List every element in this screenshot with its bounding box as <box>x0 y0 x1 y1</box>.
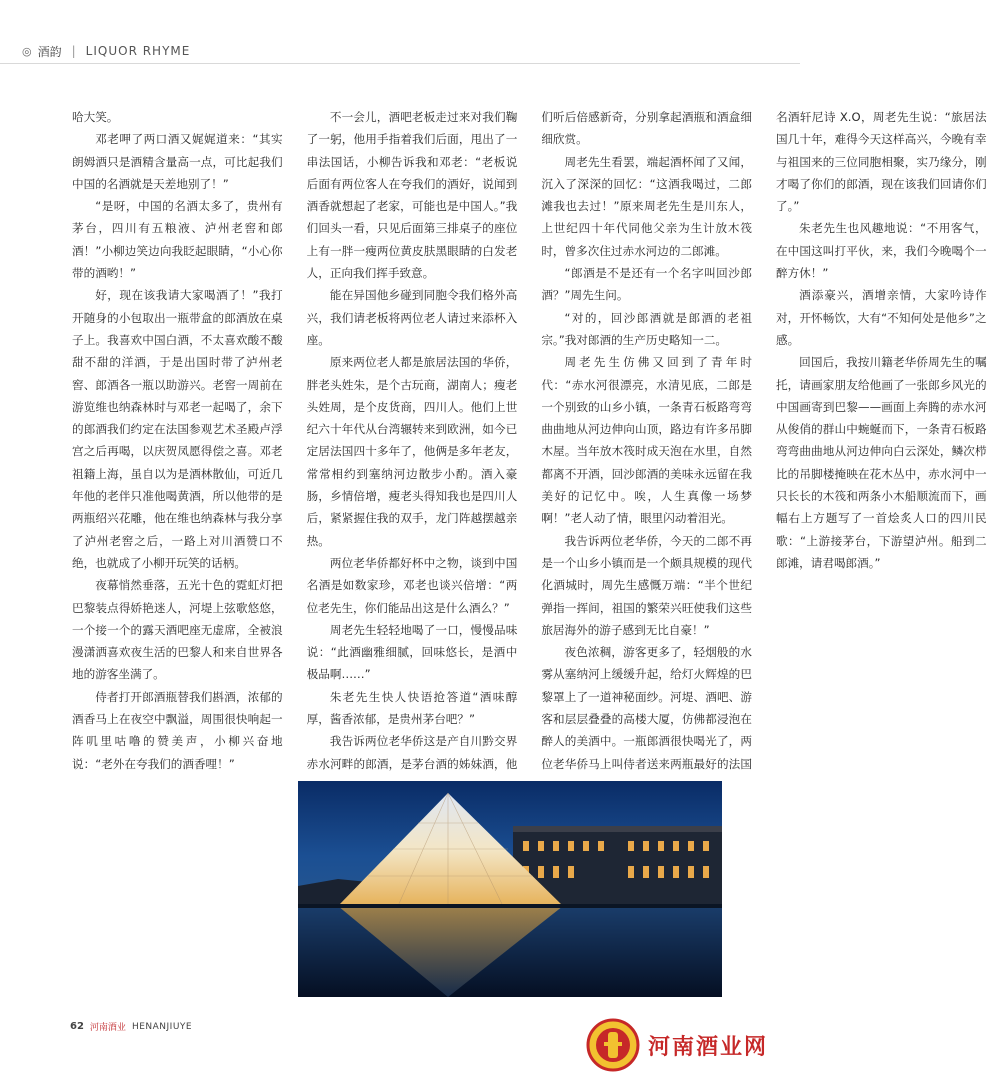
paragraph: “是呀，中国的名酒太多了，贵州有茅台，四川有五粮液、泸州老窖和郎酒！”小柳边笑边向我眨起眼睛，“小心你带的酒哟！” <box>72 199 283 281</box>
header-separator: | <box>71 44 76 58</box>
paragraph: 哈大笑。 <box>72 110 119 124</box>
paragraph: 周老先生看罢，端起酒杯闻了又闻，沉入了深深的回忆：“这酒我喝过，二郎滩我也去过！”原来周老先生是川东人，上世纪四十年代同他父亲为生计放木筏时，曾多次住过赤水河边的二郎滩。 <box>541 154 752 258</box>
paragraph: 我告诉两位老华侨这是产自川黔交界赤水河畔的郎酒，是茅台酒的姊妹酒，他们听后倍感新奇，分别拿起酒瓶和酒盒细细欣赏。 <box>306 110 752 771</box>
article-body <box>72 106 987 786</box>
paragraph: 朱老先生也风趣地说：“不用客气，在中国这叫打平伙，来，我们今晚喝个一醉方休！” <box>775 221 987 281</box>
magazine-name-en: HENANJIUYE <box>131 1021 193 1032</box>
paragraph: 朱老先生快人快语抢答道“酒味醇厚，酱香浓郁，是贵州茅台吧？” <box>306 689 518 727</box>
page-footer <box>70 1020 192 1033</box>
louvre-pyramid-illustration <box>298 781 722 997</box>
paragraph: 酒添豪兴，酒增亲情，大家吟诗作对，开怀畅饮，大有“不知何处是他乡”之感。 <box>775 288 987 347</box>
paragraph: 邓老呷了两口酒又娓娓道来：“其实朗姆酒只是酒精含量高一点，可比起我们中国的名酒就是天差地别了！” <box>72 132 283 191</box>
paragraph: 回国后，我按川籍老华侨周先生的嘱托，请画家朋友给他画了一张郎乡风光的中国画寄到巴黎——画面上奔腾的赤水河从俊俏的群山中蜿蜒而下，一条青石板路弯弯曲曲地从河边伸向白云深处，鳞次栉比的吊脚楼掩映在花木丛中，赤水河中一只长长的木筏和两条小木船顺流而下，画幅右上方题写了一首烩炙人口的四川民歌：“上游接茅台，下游望泸州。船到二郎滩，请君喝郎酒。” <box>775 355 987 570</box>
section-title-cn: 酒韵 <box>37 44 62 59</box>
paragraph: 两位老华侨都好杯中之物，谈到中国名酒是如数家珍，邓老也谈兴倍增：“两位老先生，你们能品出这是什么酒么？” <box>306 555 518 615</box>
paragraph: “对的，回沙郎酒就是郎酒的老祖宗。”我对郎酒的生产历史略知一二。 <box>541 310 752 347</box>
seal-logo-icon <box>586 1018 640 1072</box>
paragraph: 夜色浓稠，游客更多了，轻烟般的水雾从塞纳河上缓缓升起，给灯火辉煌的巴黎罩上了一道神秘面纱。河堤、酒吧、游客和层层叠叠的高楼大厦，仿佛都浸泡在醉人的美酒中。一瓶郎酒很快喝光了，两位老华侨马上叫侍者送来两瓶最好的法国名酒轩尼诗 X.O，周老先生说：“旅居法国几十年，难得今天这样高兴，今晚有幸与祖国来的三位同胞相聚，实乃缘分，刚才喝了你们的郎酒，现在该我们回请你们了。” <box>541 110 987 771</box>
circle-icon: ◎ <box>22 44 32 58</box>
louvre-pyramid-photo <box>298 781 722 997</box>
paragraph: 原来两位老人都是旅居法国的华侨，胖老头姓朱，是个古玩商，湖南人；瘦老头姓周，是个皮货商，四川人。他们上世纪六十年代从台湾辗转来到欧洲，如今已定居法国四十多年了，他俩是多年老友，常常相约到塞纳河边散步小酌。酒入豪肠，乡情倍增，瘦老头得知我也是四川人后，紧紧握住我的双手，龙门阵越摆越亲热。 <box>306 355 518 548</box>
paragraph: 周老先生轻轻地喝了一口，慢慢品味说：“此酒幽雅细腻，回味悠长，是酒中极品啊……” <box>306 622 518 682</box>
page-number: 62 <box>70 1021 84 1032</box>
paragraph: 周老先生仿佛又回到了青年时代：“赤水河很漂亮，水清见底，二郎是一个别致的山乡小镇，一条青石板路弯弯曲曲地从河边伸向山顶，路边有许多吊脚木屋。当年放木筏时成天泡在水里，自然都离不开酒，回沙郎酒的美味永远留在我美好的记忆中。唉，人生真像一场梦啊！”老人动了情，眼里闪动着泪光。 <box>541 355 752 526</box>
site-watermark <box>586 1010 796 1080</box>
paragraph: 能在异国他乡碰到同胞令我们格外高兴，我们请老板将两位老人请过来添杯入座。 <box>306 288 518 347</box>
paragraph: 侍者打开郎酒瓶替我们斟酒，浓郁的酒香马上在夜空中飘溢，周围很快响起一阵叽里咕噜的赞美声，小柳兴奋地说：“老外在夸我们的酒香哩！” <box>72 689 283 771</box>
paragraph: 不一会儿，酒吧老板走过来对我们鞠了一躬，他用手指着我们后面，甩出了一串法国话，小柳告诉我和邓老：“老板说后面有两位客人在夸我们的酒好，说闻到酒香就想起了老家，可能也是中国人。”我们回头一看，只见后面第三排桌子的座位上有一胖一瘦两位黄皮肤黑眼睛的白发老人，正向我们挥手致意。 <box>306 110 518 281</box>
paragraph: 我告诉两位老华侨，今天的二郎不再是一个山乡小镇而是一个颇具规模的现代化酒城时，周先生感慨万端：“半个世纪弹指一挥间，祖国的繁荣兴旺使我们这些旅居海外的游子感到无比自豪！” <box>541 533 752 637</box>
paragraph: “郎酒是不是还有一个名字叫回沙郎酒？”周先生问。 <box>541 266 752 303</box>
magazine-name-cn: 河南酒业 <box>89 1023 126 1033</box>
paragraph: 夜幕悄然垂落，五光十色的霓虹灯把巴黎装点得娇艳迷人，河堤上弦歌悠悠，一个接一个的露天酒吧座无虚席，全被浪漫潇洒喜欢夜生活的巴黎人和来自世界各地的游客坐满了。 <box>72 578 283 682</box>
section-title-en: LIQUOR RHYME <box>85 44 191 58</box>
paragraph: 好，现在该我请大家喝酒了！”我打开随身的小包取出一瓶带盒的郎酒放在桌子上。我喜欢中国白酒，不太喜欢酸不酸甜不甜的洋酒，于是出国时带了泸州老窖、郎酒各一瓶以助游兴。老窖一周前在游览维也纳森林时与邓老一起喝了，余下的郎酒我们约定在法国参观艺术圣殿卢浮宫之后再喝，以庆贺凤愿得偿之喜。邓老祖籍上海，虽自以为是酒林散仙，可近几年他的老伴只准他喝黄酒，所以他带的是两瓶绍兴花雕，他在维也纳森林与我分享了泸州老窖之后，一路上对川酒赞口不绝，也就成了小柳开玩笑的话柄。 <box>72 288 283 570</box>
header-rule <box>0 63 800 64</box>
page-header <box>22 40 190 62</box>
watermark-text: 河南酒业网 <box>648 1033 769 1060</box>
